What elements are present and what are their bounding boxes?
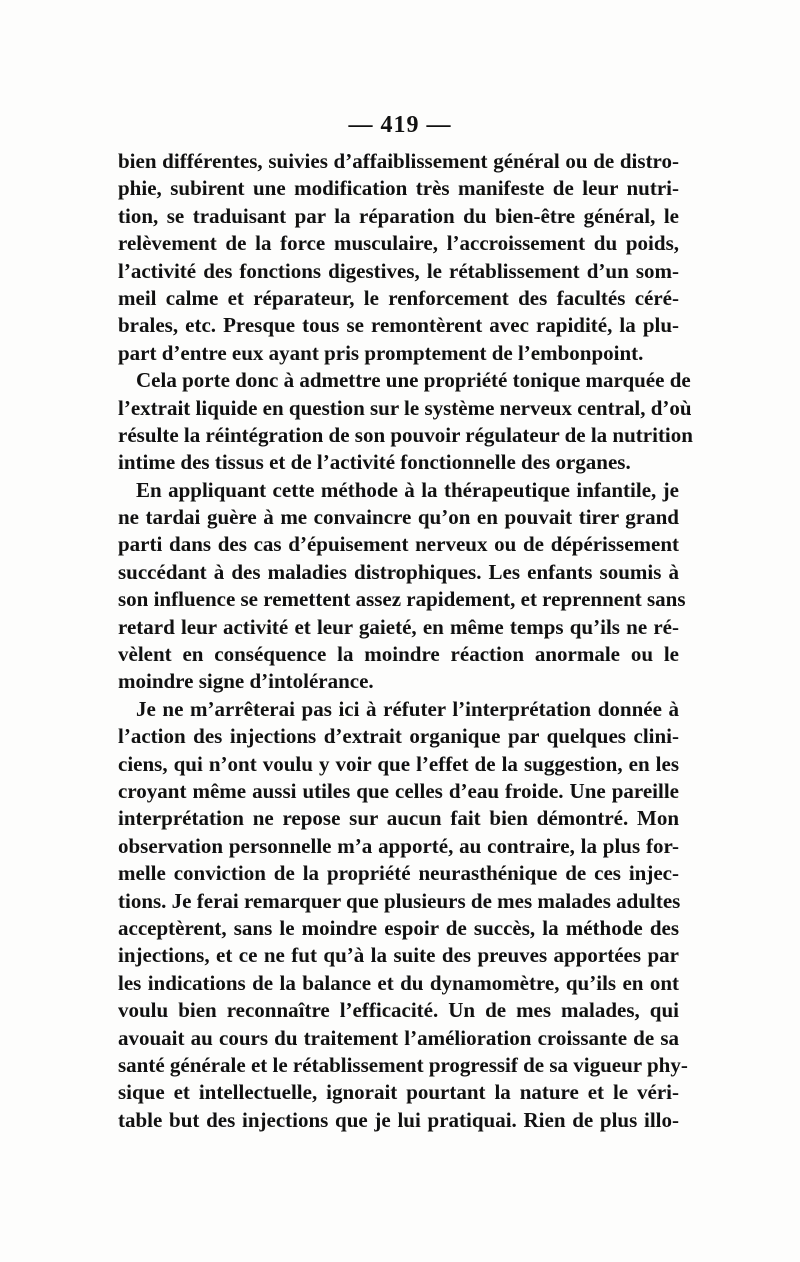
- text-line: son influence se remettent assez rapidement, et reprennent sans: [118, 587, 686, 612]
- text-line: succédant à des maladies distrophiques. Les enfants soumis à: [118, 559, 679, 584]
- text-line: melle conviction de la propriété neurasthénique de ces injec-: [118, 861, 679, 886]
- text-line: tion, se traduisant par la réparation du bien-être général, le: [118, 203, 679, 228]
- text-line: résulte la réintégration de son pouvoir régulateur de la nutrition: [118, 422, 693, 447]
- text-line: l’activité des fonctions digestives, le rétablissement d’un som-: [118, 258, 679, 283]
- text-line: l’action des injections d’extrait organique par quelques clini-: [118, 724, 679, 749]
- text-line: Cela porte donc à admettre une propriété tonique marquée de: [136, 368, 691, 393]
- text-line: relèvement de la force musculaire, l’accroissement du poids,: [118, 231, 679, 256]
- text-line: En appliquant cette méthode à la thérapeutique infantile, je: [136, 477, 679, 502]
- paragraph-1: [118, 148, 679, 367]
- text-line: observation personnelle m’a apporté, au contraire, la plus for-: [118, 833, 679, 858]
- text-line: retard leur activité et leur gaieté, en même temps qu’ils ne ré-: [118, 614, 679, 639]
- text-line: ciens, qui n’ont voulu y voir que l’effet de la suggestion, en les: [118, 751, 679, 776]
- text-line: croyant même aussi utiles que celles d’eau froide. Une pareille: [118, 778, 679, 803]
- text-line: tions. Je ferai remarquer que plusieurs de mes malades adultes: [118, 888, 681, 913]
- text-line: ne tardai guère à me convaincre qu’on en pouvait tirer grand: [118, 505, 679, 530]
- text-line: injections, et ce ne fut qu’à la suite des preuves apportées par: [118, 943, 679, 968]
- text-line: les indications de la balance et du dynamomètre, qu’ils en ont: [118, 970, 679, 995]
- text-line: intime des tissus et de l’activité fonctionnelle des organes.: [118, 450, 631, 475]
- text-line: voulu bien reconnaître l’efficacité. Un de mes malades, qui: [118, 998, 679, 1023]
- text-line: Je ne m’arrêterai pas ici à réfuter l’interprétation donnée à: [136, 696, 679, 721]
- paragraph-2: [118, 367, 693, 477]
- text-line: brales, etc. Presque tous se remontèrent avec rapidité, la plu-: [118, 313, 679, 338]
- text-line: l’extrait liquide en question sur le système nerveux central, d’où: [118, 395, 692, 420]
- text-line: meil calme et réparateur, le renforcement des facultés céré-: [118, 285, 679, 310]
- text-line: bien différentes, suivies d’affaiblissement général ou de distro-: [118, 149, 679, 173]
- paragraph-3: [118, 477, 686, 696]
- text-line: table but des injections que je lui pratiquai. Rien de plus illo-: [118, 1107, 679, 1132]
- page-number: — 419 —: [348, 112, 452, 138]
- text-line: avouait au cours du traitement l’amélioration croissante de sa: [118, 1025, 679, 1050]
- text-line: moindre signe d’intolérance.: [118, 669, 374, 694]
- text-line: santé générale et le rétablissement progressif de sa vigueur phy-: [118, 1052, 688, 1077]
- text-line: parti dans des cas d’épuisement nerveux ou de dépérissement: [118, 532, 679, 557]
- text-line: part d’entre eux ayant pris promptement de l’embonpoint.: [118, 340, 644, 365]
- text-line: sique et intellectuelle, ignorait pourtant la nature et le véri-: [118, 1080, 679, 1105]
- text-line: interprétation ne repose sur aucun fait bien démontré. Mon: [118, 806, 679, 831]
- body-text: [118, 148, 693, 1134]
- paragraph-4: [118, 696, 688, 1134]
- text-line: acceptèrent, sans le moindre espoir de succès, la méthode des: [118, 915, 679, 940]
- text-line: phie, subirent une modification très manifeste de leur nutri-: [118, 176, 679, 201]
- text-line: vèlent en conséquence la moindre réaction anormale ou le: [118, 642, 679, 667]
